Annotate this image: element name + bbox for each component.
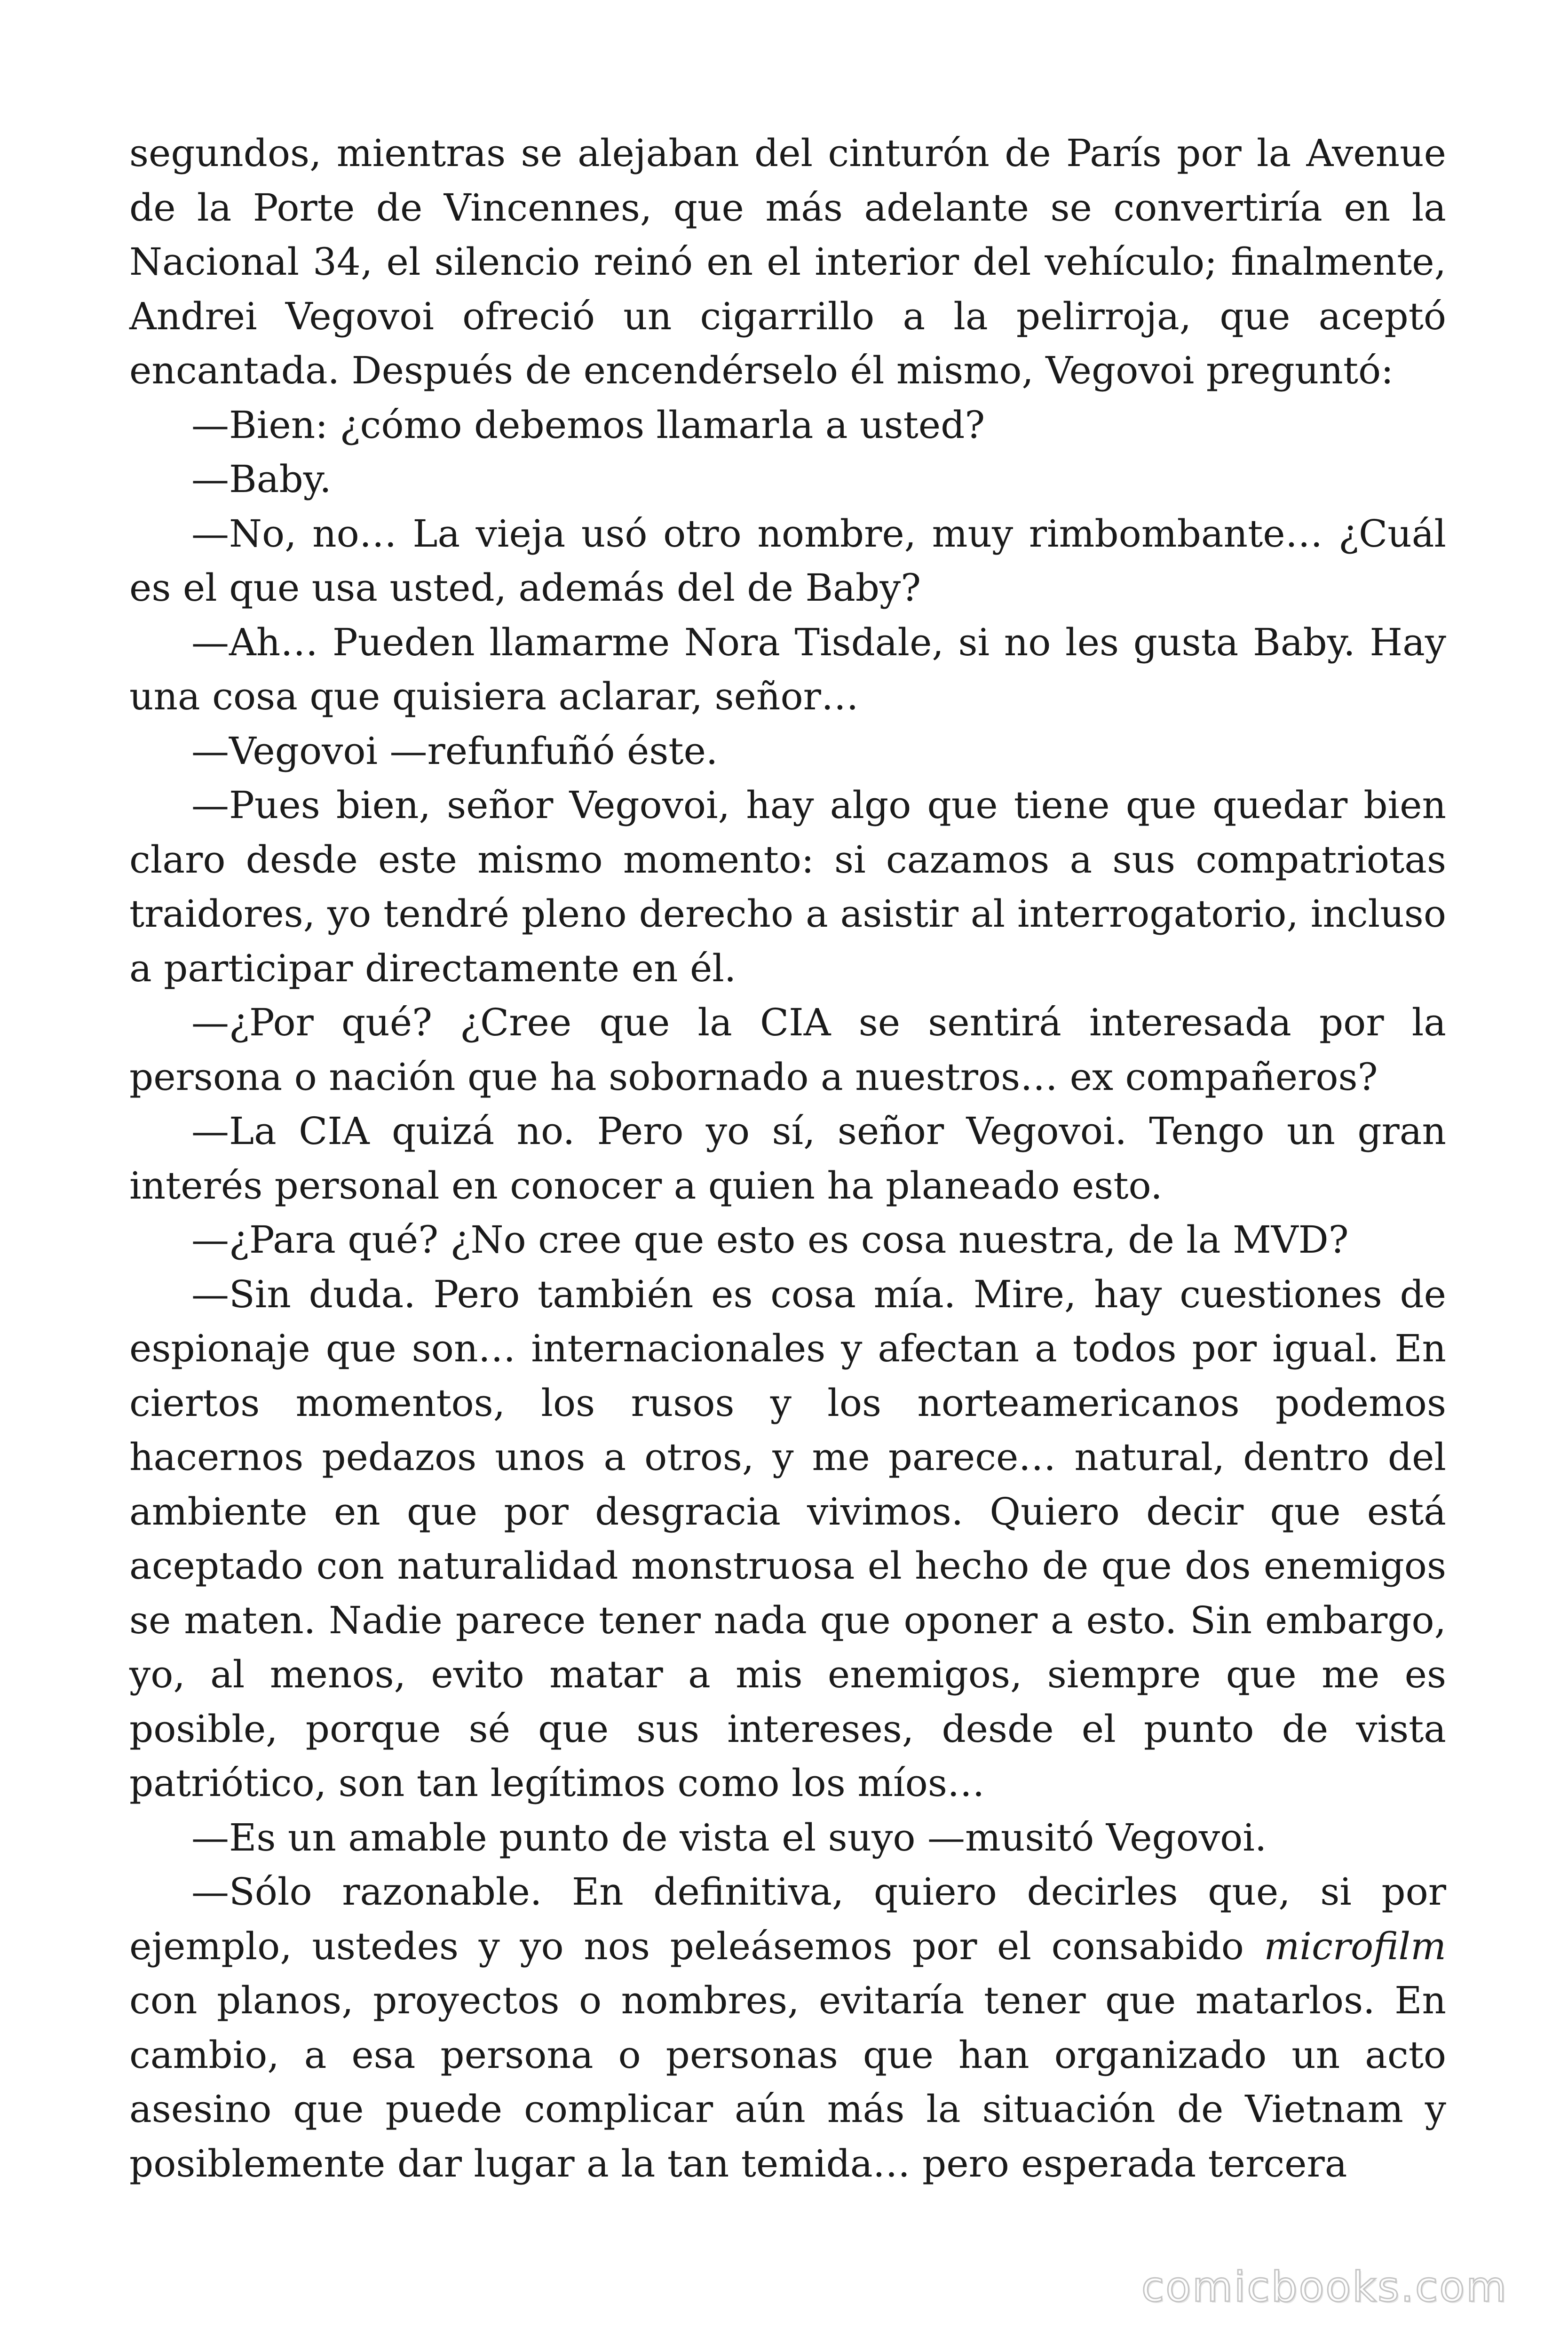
text-segment: —Sólo razonable. En definitiva, quiero decirles que, si por ejemplo, ustedes y yo nos peleásemos por el consabido xyxy=(129,1870,1446,1968)
paragraph-continued: segundos, mientras se alejaban del cinturón de París por la Avenue de la Porte de Vincennes, que más adelante se convertiría en la Nacional 34, el silencio reinó en el interior del vehículo; finalmente, Andrei Vegovoi ofreció un cigarrillo a la pelirroja, que aceptó encantada. Después de encendérselo él mismo, Vegovoi preguntó: xyxy=(129,131,1446,392)
dialogue-paragraph: —Vegovoi —refunfuñó éste. xyxy=(191,729,718,773)
dialogue-paragraph: —Bien: ¿cómo debemos llamarla a usted? xyxy=(191,403,985,447)
dialogue-paragraph: —Pues bien, señor Vegovoi, hay algo que tiene que quedar bien claro desde este mismo momento: si cazamos a sus compatriotas traidores, yo tendré pleno derecho a asistir al interrogatorio, incluso a participar directamente en él. xyxy=(129,783,1446,990)
page-body-text xyxy=(129,126,1446,2191)
dialogue-paragraph: —¿Por qué? ¿Cree que la CIA se sentirá interesada por la persona o nación que ha sobornado a nuestros… ex compañeros? xyxy=(129,1001,1446,1099)
dialogue-paragraph: —Ah… Pueden llamarme Nora Tisdale, si no les gusta Baby. Hay una cosa que quisiera aclarar, señor… xyxy=(129,620,1446,718)
italic-term: microfilm xyxy=(1264,1924,1446,1968)
dialogue-paragraph: —Es un amable punto de vista el suyo —musitó Vegovoi. xyxy=(191,1815,1267,1859)
text-segment: con planos, proyectos o nombres, evitaría tener que matarlos. En cambio, a esa persona o personas que han organizado un acto asesino que puede complicar aún más la situación de Vietnam y posiblemente dar lugar a la tan temida… pero esperada tercera xyxy=(129,1979,1446,2185)
dialogue-paragraph-last xyxy=(129,1865,1446,2191)
watermark: comicbooks.com xyxy=(1141,2263,1508,2311)
dialogue-paragraph: —No, no… La vieja usó otro nombre, muy rimbombante… ¿Cuál es el que usa usted, además del de Baby? xyxy=(129,511,1446,610)
dialogue-paragraph: —¿Para qué? ¿No cree que esto es cosa nuestra, de la MVD? xyxy=(191,1218,1349,1262)
dialogue-paragraph: —La CIA quizá no. Pero yo sí, señor Vegovoi. Tengo un gran interés personal en conocer a quien ha planeado esto. xyxy=(129,1109,1446,1208)
dialogue-paragraph: —Sin duda. Pero también es cosa mía. Mire, hay cuestiones de espionaje que son… internacionales y afectan a todos por igual. En ciertos momentos, los rusos y los norteamericanos podemos hacernos pedazos unos a otros, y me parece… natural, dentro del ambiente en que por desgracia vivimos. Quiero decir que está aceptado con naturalidad monstruosa el hecho de que dos enemigos se maten. Nadie parece tener nada que oponer a esto. Sin embargo, yo, al menos, evito matar a mis enemigos, siempre que me es posible, porque sé que sus intereses, desde el punto de vista patriótico, son tan legítimos como los míos… xyxy=(129,1272,1446,1805)
dialogue-paragraph: —Baby. xyxy=(191,457,332,501)
